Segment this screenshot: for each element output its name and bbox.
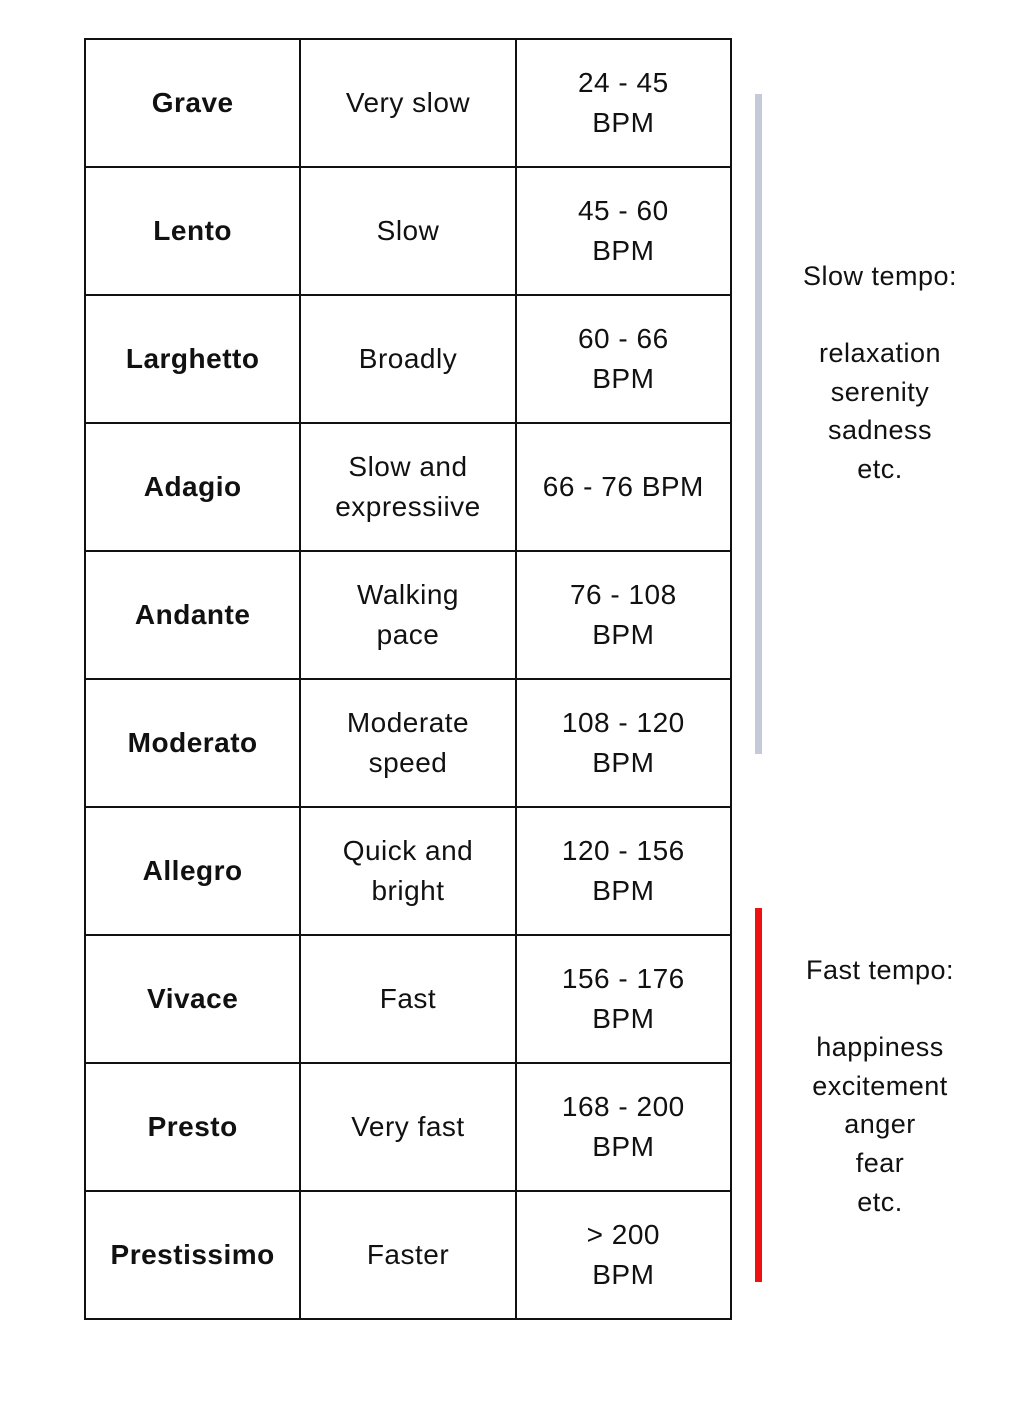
- tempo-bpm: 108 - 120 BPM: [516, 679, 731, 807]
- tempo-description: Walking pace: [300, 551, 515, 679]
- tempo-bpm: 45 - 60 BPM: [516, 167, 731, 295]
- emotion-item: etc.: [857, 1186, 903, 1217]
- tempo-bpm: 66 - 76 BPM: [516, 423, 731, 551]
- tempo-name: Moderato: [85, 679, 300, 807]
- table-row: [85, 679, 731, 807]
- emotion-item: excitement: [812, 1070, 948, 1101]
- slow-tempo-heading: Slow tempo:: [802, 261, 958, 291]
- tempo-name: Prestissimo: [85, 1191, 300, 1319]
- fast-tempo-note: [780, 951, 980, 1221]
- table-row: [85, 807, 731, 935]
- tempo-name: Larghetto: [85, 295, 300, 423]
- table-row: [85, 935, 731, 1063]
- fast-tempo-bracket: [755, 908, 762, 1282]
- tempo-bpm: > 200 BPM: [516, 1191, 731, 1319]
- table-row: [85, 1063, 731, 1191]
- tempo-description: Slow and expressiive: [300, 423, 515, 551]
- tempo-bpm: 168 - 200 BPM: [516, 1063, 731, 1191]
- tempo-bpm: 76 - 108 BPM: [516, 551, 731, 679]
- tempo-description: Very fast: [300, 1063, 515, 1191]
- tempo-name: Grave: [85, 39, 300, 167]
- tempo-description: Moderate speed: [300, 679, 515, 807]
- tempo-table: [84, 38, 732, 1320]
- tempo-name: Presto: [85, 1063, 300, 1191]
- slow-tempo-bracket: [755, 94, 762, 754]
- emotion-item: fear: [855, 1147, 905, 1178]
- emotion-item: happiness: [816, 1032, 944, 1063]
- tempo-description: Very slow: [300, 39, 515, 167]
- emotion-item: sadness: [827, 415, 933, 446]
- table-row: [85, 1191, 731, 1319]
- tempo-description: Broadly: [300, 295, 515, 423]
- emotion-item: anger: [844, 1109, 916, 1140]
- tempo-name: Adagio: [85, 423, 300, 551]
- table-row: [85, 551, 731, 679]
- tempo-description: Faster: [300, 1191, 515, 1319]
- tempo-description: Slow: [300, 167, 515, 295]
- emotion-item: relaxation: [818, 338, 942, 369]
- emotion-item: serenity: [830, 376, 930, 407]
- table-row: [85, 295, 731, 423]
- tempo-bpm: 156 - 176 BPM: [516, 935, 731, 1063]
- emotion-item: etc.: [857, 453, 903, 484]
- table-row: [85, 423, 731, 551]
- table-row: [85, 39, 731, 167]
- tempo-description: Quick and bright: [300, 807, 515, 935]
- slow-tempo-note: [780, 257, 980, 489]
- tempo-bpm: 120 - 156 BPM: [516, 807, 731, 935]
- tempo-bpm: 24 - 45 BPM: [516, 39, 731, 167]
- fast-tempo-heading: Fast tempo:: [805, 955, 955, 985]
- table-row: [85, 167, 731, 295]
- tempo-name: Vivace: [85, 935, 300, 1063]
- tempo-bpm: 60 - 66 BPM: [516, 295, 731, 423]
- tempo-name: Allegro: [85, 807, 300, 935]
- tempo-name: Lento: [85, 167, 300, 295]
- tempo-name: Andante: [85, 551, 300, 679]
- tempo-description: Fast: [300, 935, 515, 1063]
